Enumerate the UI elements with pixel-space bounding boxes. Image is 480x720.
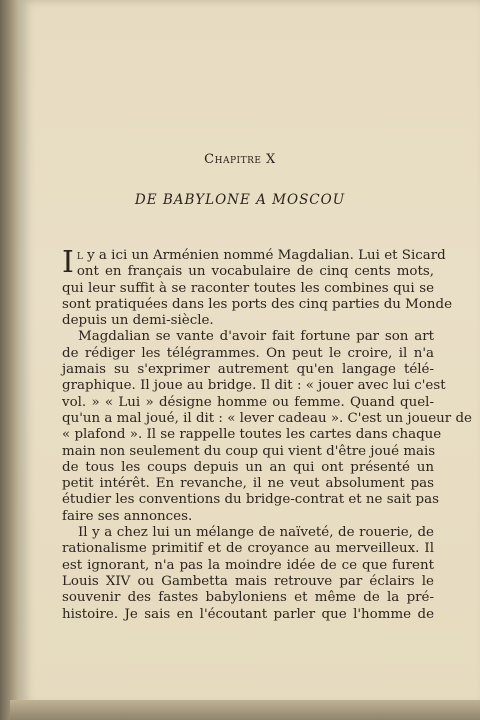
text-line: petit intérêt. En revanche, il ne veut absolument pas (62, 476, 434, 492)
text-line: jamais su s'exprimer autrement qu'en langage télé- (62, 362, 434, 378)
text-line: rationalisme primitif et de croyance au merveilleux. Il (62, 541, 434, 557)
text-line: histoire. Je sais en l'écoutant parler que l'homme de (62, 606, 434, 622)
body-text (62, 245, 472, 623)
text-line: Louis XIV ou Gambetta mais retrouve par éclairs le (62, 573, 434, 589)
text-line: graphique. Il joue au bridge. Il dit : « jouer avec lui c'est (62, 378, 446, 394)
paragraph-2 (62, 329, 472, 525)
chapter-number: Chapitre X (204, 152, 276, 167)
text-line: étudier les conventions du bridge-contrat et ne sait pas (62, 492, 439, 508)
text-line: Magdalian se vante d'avoir fait fortune par son art (78, 329, 434, 345)
text-line: vol. » « Lui » désigne homme ou femme. Quand quel- (62, 394, 434, 410)
page-bottom-edge (10, 700, 480, 720)
text-line: de tous les coups depuis un an qui ont présenté un (62, 459, 434, 475)
text-line: qu'un a mal joué, il dit : « lever cadeau ». C'est un joueur de (62, 410, 472, 426)
book-gutter-edge (0, 0, 22, 720)
text-line: de rédiger les télégrammes. On peut le croire, il n'a (62, 345, 434, 361)
text-line: ont en français un vocabulaire de cinq cents mots, (76, 264, 434, 280)
text-line: depuis un demi-siècle. (62, 313, 214, 329)
text-line: Il y a chez lui un mélange de naïveté, de rouerie, de (78, 525, 434, 541)
chapter-title: DE BABYLONE A MOSCOU (134, 192, 346, 208)
text-line: souvenir des fastes babyloniens et même de la pré- (62, 590, 434, 606)
text-line: l y a ici un Arménien nommé Magdalian. Lui et Sicard (76, 248, 446, 263)
text-line: sont pratiquées dans les ports des cinq parties du Monde (62, 296, 453, 312)
text-line: « plafond ». Il se rappelle toutes les cartes dans chaque (62, 427, 442, 443)
paragraph-1 (62, 245, 453, 329)
drop-cap: I (62, 245, 74, 280)
text-line: est ignorant, n'a pas la moindre idée de ce que furent (62, 557, 434, 573)
text-line: faire ses annonces. (62, 508, 193, 524)
paragraph-3 (62, 525, 434, 623)
text-line: main non seulement du coup qui vient d'être joué mais (62, 443, 436, 459)
text-line: qui leur suffit à se raconter toutes les combines qui se (62, 280, 434, 296)
